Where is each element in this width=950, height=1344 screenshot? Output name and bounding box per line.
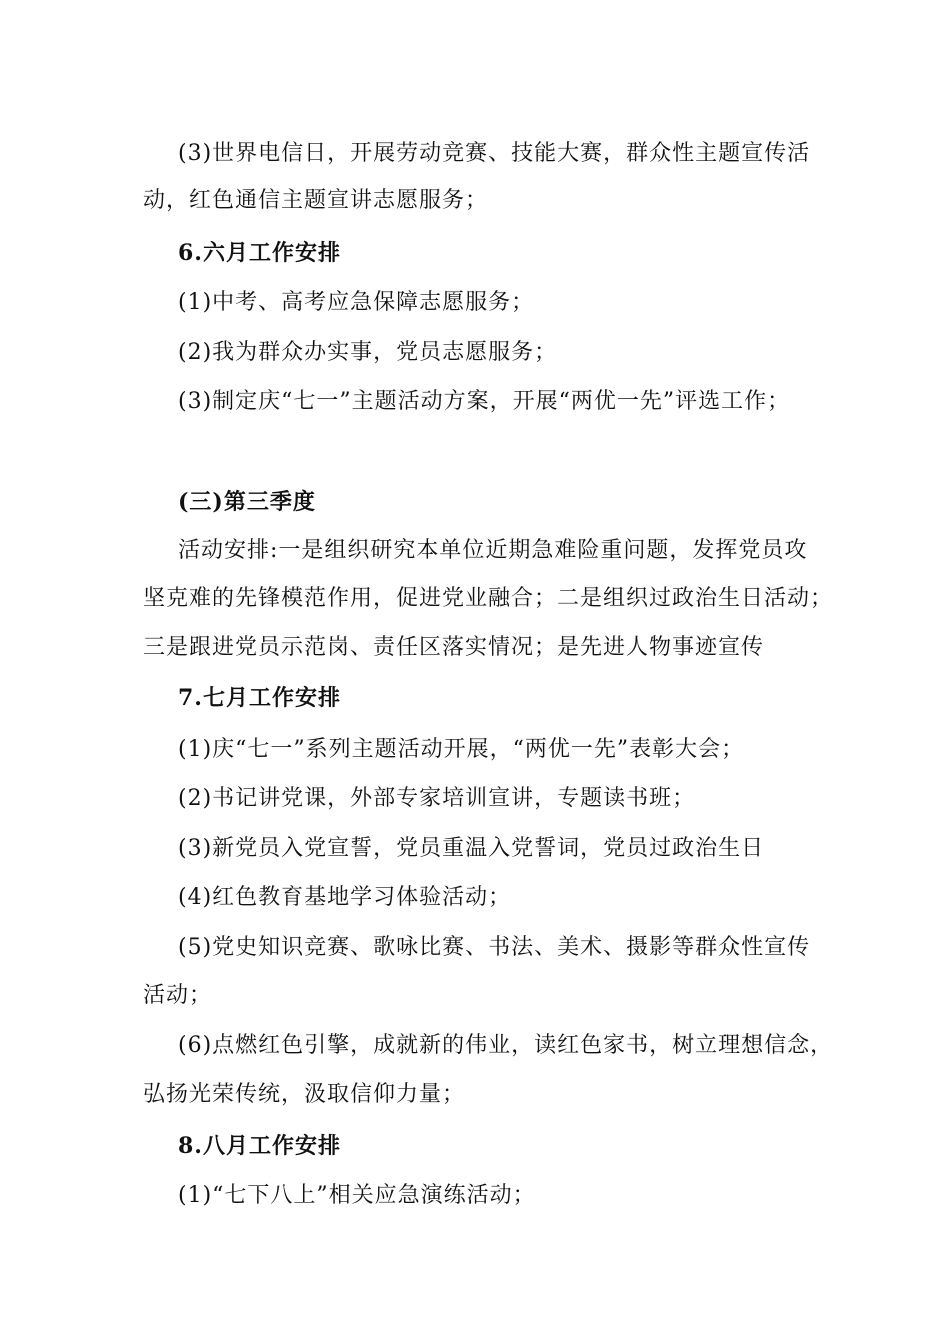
- august-heading: 8.八月工作安排: [178, 1133, 341, 1159]
- july-item-6-line1: (6)点燃红色引擎，成就新的伟业，读红色家书，树立理想信念，: [178, 1033, 834, 1058]
- q3-activity-line2: 坚克难的先锋模范作用，促进党业融合；二是组织过政治生日活动；: [143, 586, 834, 611]
- may-item-3-line2: 动，红色通信主题宣讲志愿服务；: [143, 188, 489, 213]
- june-item-2: (2)我为群众办实事，党员志愿服务；: [178, 340, 558, 365]
- july-item-2: (2)书记讲党课，外部专家培训宣讲，专题读书班；: [178, 786, 696, 811]
- july-item-6-line2: 弘扬光荣传统，汲取信仰力量；: [143, 1082, 466, 1107]
- july-item-1: (1)庆“七一”系列主题活动开展，“两优一先”表彰大会；: [178, 737, 745, 762]
- july-item-5-line2: 活动；: [143, 983, 213, 1008]
- june-heading: 6.六月工作安排: [178, 240, 341, 266]
- july-item-5-line1: (5)党史知识竞赛、歌咏比赛、书法、美术、摄影等群众性宣传: [178, 935, 811, 960]
- q3-heading: (三)第三季度: [178, 489, 316, 515]
- august-item-1: (1)“七下八上”相关应急演练活动；: [178, 1183, 536, 1208]
- july-item-4: (4)红色教育基地学习体验活动；: [178, 885, 512, 910]
- july-item-3: (3)新党员入党宣誓，党员重温入党誓词，党员过政治生日: [178, 836, 765, 861]
- july-heading: 7.七月工作安排: [178, 685, 341, 711]
- q3-activity-line1: 活动安排:一是组织研究本单位近期急难险重问题，发挥党员攻: [178, 538, 808, 563]
- june-item-3: (3)制定庆“七一”主题活动方案，开展“两优一先”评选工作；: [178, 389, 791, 414]
- june-item-1: (1)中考、高考应急保障志愿服务；: [178, 290, 535, 315]
- q3-activity-line3: 三是跟进党员示范岗、责任区落实情况；是先进人物事迹宣传: [143, 635, 765, 660]
- may-item-3-line1: (3)世界电信日，开展劳动竞赛、技能大赛，群众性主题宣传活: [178, 141, 811, 166]
